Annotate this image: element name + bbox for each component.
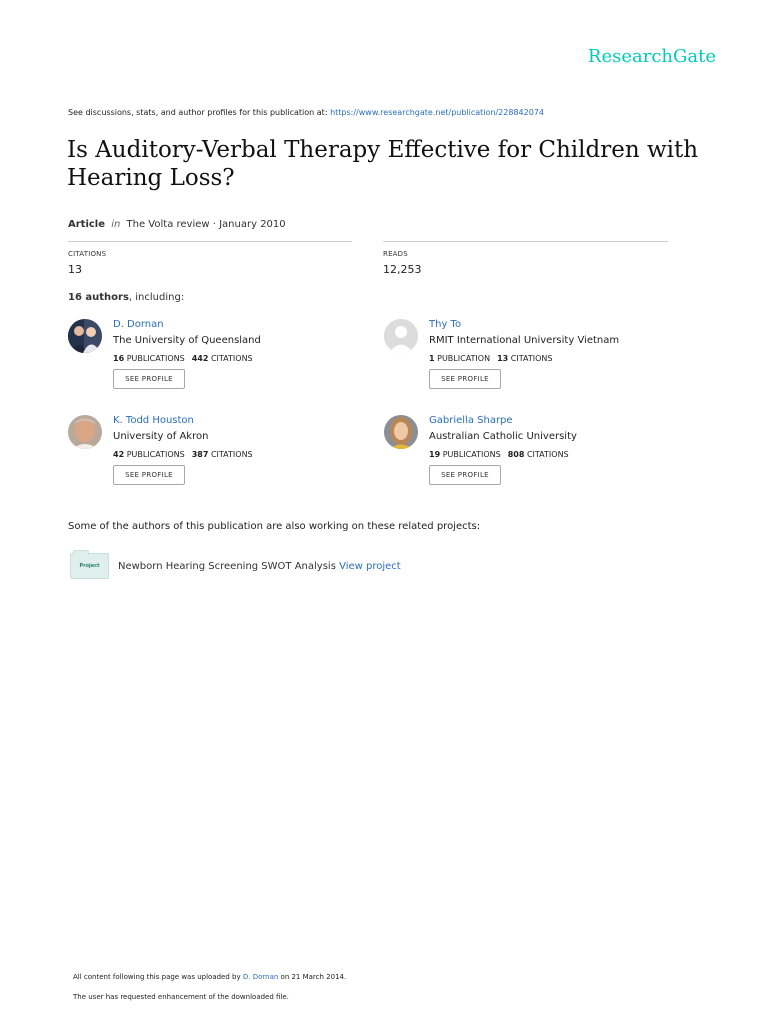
- citations-count: 808: [507, 450, 525, 459]
- author-card: [384, 319, 684, 399]
- project-folder-icon[interactable]: [70, 553, 109, 579]
- citations-label: CITATIONS: [210, 354, 253, 363]
- author-card: [68, 319, 368, 399]
- default-avatar-icon[interactable]: [384, 319, 418, 353]
- see-profile-button[interactable]: SEE PROFILE: [429, 465, 501, 485]
- intro-text: See discussions, stats, and author profiles for this publication at:: [68, 108, 328, 117]
- citations-label: CITATIONS: [510, 354, 553, 363]
- author-name-link[interactable]: K. Todd Houston: [113, 415, 194, 426]
- publications-label: PUBLICATIONS: [126, 354, 185, 363]
- publications-label: PUBLICATIONS: [126, 450, 185, 459]
- upload-prefix: All content following this page was uploaded by: [73, 973, 241, 981]
- intro-line: [68, 108, 544, 117]
- author-stats: [429, 450, 569, 459]
- publications-count: 19: [429, 450, 441, 459]
- see-profile-button[interactable]: SEE PROFILE: [113, 465, 185, 485]
- researchgate-logo[interactable]: ResearchGate: [587, 46, 716, 67]
- author-institution: RMIT International University Vietnam: [429, 335, 620, 346]
- project-icon-label: Project: [79, 563, 100, 569]
- publications-count: 1: [429, 354, 435, 363]
- journal-date: The Volta review · January 2010: [126, 219, 286, 230]
- uploader-link[interactable]: D. Dornan: [242, 973, 279, 981]
- author-name-link[interactable]: D. Dornan: [113, 319, 164, 330]
- citations-count: 13: [497, 354, 509, 363]
- author-institution: Australian Catholic University: [429, 431, 577, 442]
- reads-divider: [383, 241, 668, 242]
- author-avatar[interactable]: [384, 415, 418, 449]
- author-institution: The University of Queensland: [113, 335, 261, 346]
- see-profile-button[interactable]: SEE PROFILE: [429, 369, 501, 389]
- author-name-link[interactable]: Gabriella Sharpe: [429, 415, 513, 426]
- author-avatar[interactable]: [68, 319, 102, 353]
- author-stats: [113, 450, 253, 459]
- author-card: [384, 415, 684, 495]
- authors-suffix: , including:: [128, 292, 185, 303]
- citations-label: CITATIONS: [526, 450, 569, 459]
- project-item: [118, 561, 401, 572]
- related-projects-heading: Some of the authors of this publication are also working on these related projects:: [68, 521, 481, 532]
- reads-count: 12,253: [383, 263, 422, 276]
- citations-label: CITATIONS: [68, 250, 107, 258]
- project-title: Newborn Hearing Screening SWOT Analysis: [118, 561, 336, 572]
- citations-count: 13: [68, 263, 82, 276]
- enhancement-note: The user has requested enhancement of the downloaded file.: [73, 993, 289, 1001]
- see-profile-button[interactable]: SEE PROFILE: [113, 369, 185, 389]
- view-project-link[interactable]: View project: [339, 561, 401, 572]
- publications-count: 16: [113, 354, 125, 363]
- author-card: [68, 415, 368, 495]
- upload-note: [73, 973, 346, 981]
- authors-heading: [68, 292, 184, 303]
- citations-divider: [68, 241, 352, 242]
- author-stats: [113, 354, 253, 363]
- citations-label: CITATIONS: [210, 450, 253, 459]
- author-institution: University of Akron: [113, 431, 209, 442]
- publications-label: PUBLICATIONS: [442, 450, 501, 459]
- author-name-link[interactable]: Thy To: [429, 319, 462, 330]
- publication-type: Article: [68, 219, 106, 230]
- publication-url-link[interactable]: https://www.researchgate.net/publication/228842074: [330, 108, 544, 117]
- reads-label: READS: [383, 250, 408, 258]
- in-label: in: [111, 219, 121, 230]
- citations-count: 442: [191, 354, 209, 363]
- upload-suffix: on 21 March 2014.: [280, 973, 347, 981]
- citations-count: 387: [191, 450, 209, 459]
- author-avatar[interactable]: [68, 415, 102, 449]
- publications-label: PUBLICATION: [437, 354, 491, 363]
- publications-count: 42: [113, 450, 125, 459]
- publication-title: Is Auditory-Verbal Therapy Effective for Children with Hearing Loss?: [67, 137, 699, 191]
- authors-count: 16 authors: [68, 292, 129, 303]
- author-stats: [429, 354, 552, 363]
- publication-meta: [68, 219, 286, 230]
